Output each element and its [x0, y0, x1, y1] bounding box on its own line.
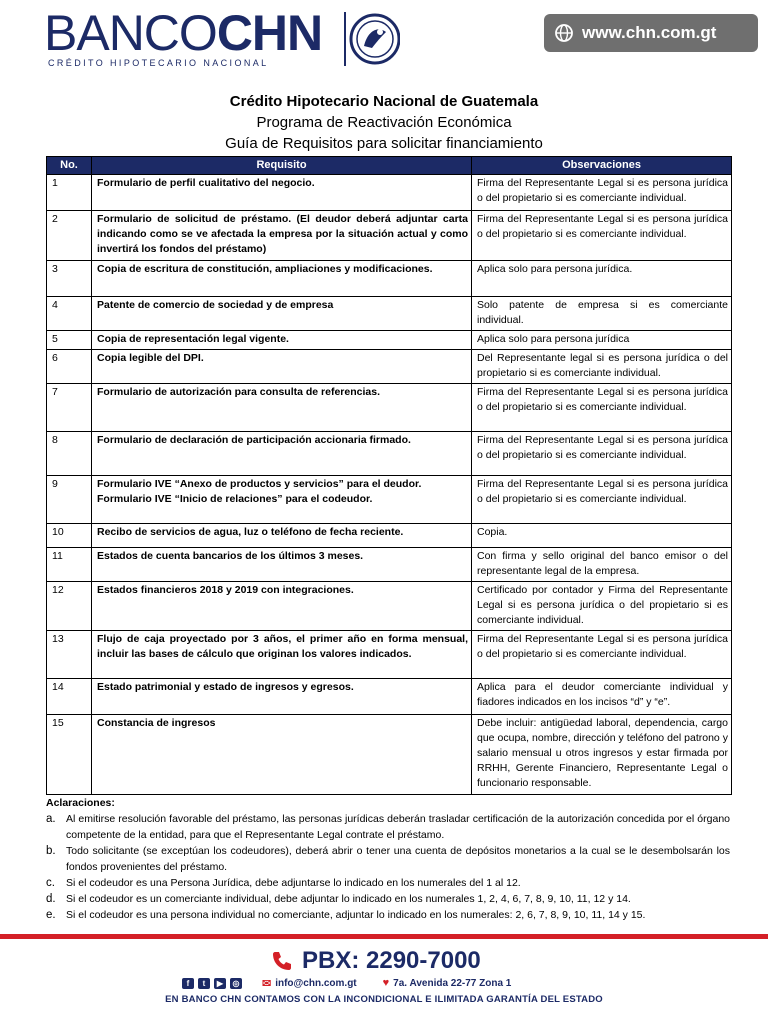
- pbx-number: PBX: 2290-7000: [302, 947, 481, 974]
- guide-name: Guía de Requisitos para solicitar financiamiento: [225, 135, 543, 152]
- clarification-item: [46, 875, 730, 891]
- table-row: [47, 211, 732, 261]
- table-row: [47, 175, 732, 211]
- youtube-icon[interactable]: ▶: [214, 978, 226, 989]
- state-guarantee-text: EN BANCO CHN CONTAMOS CON LA INCONDICIONAL E ILIMITADA GARANTÍA DEL ESTADO: [165, 994, 603, 1005]
- pbx-phone[interactable]: [270, 946, 481, 976]
- row-number: 8: [47, 432, 92, 476]
- row-requirement: Formulario de autorización para consulta de referencias.: [92, 384, 472, 432]
- table-row: [47, 350, 732, 384]
- row-observation: Aplica para el deudor comerciante individual y fiadores indicados en los incisos “d” y “e”.: [472, 679, 732, 715]
- requirement-line-debtor: Formulario IVE “Anexo de productos y servicios” para el deudor.: [97, 478, 422, 490]
- row-requirement: Estado patrimonial y estado de ingresos y egresos.: [92, 679, 472, 715]
- table-row: [47, 715, 732, 795]
- clarification-letter: b.: [46, 845, 56, 857]
- row-requirement: Patente de comercio de sociedad y de empresa: [92, 297, 472, 331]
- row-observation: Del Representante legal si es persona jurídica o del propietario si es comerciante individual.: [472, 350, 732, 384]
- row-requirement: Copia de escritura de constitución, ampliaciones y modificaciones.: [92, 261, 472, 297]
- row-observation: Copia.: [472, 524, 732, 548]
- requirement-line-codebtor: Formulario IVE “Inicio de relaciones” para el codeudor.: [97, 493, 373, 505]
- program-name: Programa de Reactivación Económica: [256, 114, 512, 131]
- clarification-letter: a.: [46, 813, 56, 825]
- table-row: [47, 631, 732, 679]
- bank-logo: [44, 6, 364, 70]
- row-observation: Aplica solo para persona jurídica.: [472, 261, 732, 297]
- header-requirement: Requisito: [92, 157, 472, 175]
- row-requirement: Copia de representación legal vigente.: [92, 331, 472, 350]
- logo-word-chn: CHN: [216, 5, 323, 61]
- row-number: 13: [47, 631, 92, 679]
- row-requirement: Copia legible del DPI.: [92, 350, 472, 384]
- row-number: 2: [47, 211, 92, 261]
- table-row: [47, 261, 732, 297]
- row-requirement: Formulario de solicitud de préstamo. (El deudor deberá adjuntar carta indicando como se ve afectada la empresa por la situación actual y como invertirá los fondos del préstamo): [92, 211, 472, 261]
- row-observation: Firma del Representante Legal si es persona jurídica o del propietario si es comerciante individual.: [472, 432, 732, 476]
- row-observation: Firma del Representante Legal si es persona jurídica o del propietario si es comerciante individual.: [472, 476, 732, 524]
- row-number: 11: [47, 548, 92, 582]
- row-number: 4: [47, 297, 92, 331]
- instagram-icon[interactable]: ◎: [230, 978, 242, 989]
- row-number: 10: [47, 524, 92, 548]
- header-observations: Observaciones: [472, 157, 732, 175]
- clarifications: [46, 795, 730, 923]
- social-links: [182, 978, 242, 989]
- logo-subtitle: CRÉDITO HIPOTECARIO NACIONAL: [48, 58, 269, 68]
- row-requirement: Flujo de caja proyectado por 3 años, el primer año en forma mensual, incluir las bases de cálculo que originan los valores indicados.: [92, 631, 472, 679]
- row-requirement: Estados financieros 2018 y 2019 con integraciones.: [92, 582, 472, 631]
- row-observation: Solo patente de empresa si es comerciante individual.: [472, 297, 732, 331]
- clarification-letter: c.: [46, 877, 55, 889]
- twitter-icon[interactable]: t: [198, 978, 210, 989]
- clarification-item: [46, 811, 730, 843]
- row-requirement: Formulario de declaración de participación accionaria firmado.: [92, 432, 472, 476]
- globe-icon: [554, 23, 574, 43]
- contact-email[interactable]: info@chn.com.gt: [275, 977, 357, 989]
- row-number: 5: [47, 331, 92, 350]
- clarification-letter: e.: [46, 909, 56, 921]
- footer-divider: [0, 934, 768, 939]
- email-icon: ✉: [262, 977, 272, 990]
- row-number: 9: [47, 476, 92, 524]
- clarification-item: [46, 843, 730, 875]
- phone-icon: [270, 949, 294, 973]
- logo-word-banco: BANCO: [44, 5, 217, 61]
- clarification-item: [46, 907, 730, 923]
- row-observation: Firma del Representante Legal si es persona jurídica o del propietario si es comerciante individual.: [472, 384, 732, 432]
- row-number: 7: [47, 384, 92, 432]
- table-row: [47, 548, 732, 582]
- row-number: 6: [47, 350, 92, 384]
- row-observation: Con firma y sello original del banco emisor o del representante legal de la empresa.: [472, 548, 732, 582]
- website-url: www.chn.com.gt: [582, 23, 717, 42]
- table-row: [47, 476, 732, 524]
- logo-wordmark: [44, 6, 322, 60]
- table-row: [47, 679, 732, 715]
- location-heart-icon: ♥: [382, 977, 390, 989]
- row-number: 14: [47, 679, 92, 715]
- table-row: [47, 297, 732, 331]
- clarification-text: Si el codeudor es una Persona Jurídica, debe adjuntarse lo indicado en los numerales del 1 al 12.: [66, 877, 521, 889]
- document-title: Crédito Hipotecario Nacional de Guatemala: [229, 93, 539, 110]
- table-row: [47, 331, 732, 350]
- row-observation: Certificado por contador y Firma del Representante Legal si es persona jurídica o del propietario si es comerciante individual.: [472, 582, 732, 631]
- row-requirement: [92, 476, 472, 524]
- row-number: 12: [47, 582, 92, 631]
- row-observation: Firma del Representante Legal si es persona jurídica o del propietario si es comerciante individual.: [472, 211, 732, 261]
- row-requirement: Constancia de ingresos: [92, 715, 472, 795]
- clarifications-heading: Aclaraciones:: [46, 797, 115, 809]
- clarification-text: Si el codeudor es una persona individual no comerciante, adjuntar lo indicado en los numerales: 2, 6, 7, 8, 9, 10, 11, 14 y 15.: [66, 909, 646, 921]
- contact-address: 7a. Avenida 22-77 Zona 1: [393, 977, 512, 989]
- table-row: [47, 384, 732, 432]
- clarification-text: Al emitirse resolución favorable del préstamo, las personas jurídicas deberán trasladar certificación de la autorización concedida por el órgano competente de la entidad, para que el Representante Legal contrate el préstamo.: [66, 813, 730, 841]
- table-header-row: [47, 157, 732, 175]
- clarification-text: Si el codeudor es un comerciante individual, debe adjuntar lo indicado en los numerales 1, 2, 4, 6, 7, 8, 9, 10, 11, 12 y 14.: [66, 893, 631, 905]
- header-no: No.: [47, 157, 92, 175]
- clarification-letter: d.: [46, 893, 56, 905]
- row-observation: Firma del Representante Legal si es persona jurídica o del propietario si es comerciante individual.: [472, 631, 732, 679]
- row-observation: Firma del Representante Legal si es persona jurídica o del propietario si es comerciante individual.: [472, 175, 732, 211]
- contact-strip: [182, 975, 511, 991]
- seal-icon: [342, 10, 400, 68]
- table-row: [47, 524, 732, 548]
- row-number: 1: [47, 175, 92, 211]
- table-row: [47, 432, 732, 476]
- row-observation: Debe incluir: antigüedad laboral, dependencia, cargo que ocupa, nombre, dirección y teléfono del patrono y salario mensual u otros ingresos y estar firmada por RRHH, Gerente Financiero, Representante Legal o funcionario responsable.: [472, 715, 732, 795]
- website-banner[interactable]: [544, 14, 758, 52]
- row-requirement: Estados de cuenta bancarios de los últimos 3 meses.: [92, 548, 472, 582]
- clarification-text: Todo solicitante (se exceptúan los codeudores), deberá abrir o tener una cuenta de depósitos monetarios a la cual se le desembolsarán los fondos provenientes del préstamo.: [66, 845, 730, 873]
- row-requirement: Recibo de servicios de agua, luz o teléfono de fecha reciente.: [92, 524, 472, 548]
- document-titles: [0, 91, 768, 154]
- facebook-icon[interactable]: f: [182, 978, 194, 989]
- row-number: 3: [47, 261, 92, 297]
- row-requirement: Formulario de perfil cualitativo del negocio.: [92, 175, 472, 211]
- clarification-item: [46, 891, 730, 907]
- requirements-table: [46, 156, 732, 795]
- table-row: [47, 582, 732, 631]
- row-number: 15: [47, 715, 92, 795]
- row-observation: Aplica solo para persona jurídica: [472, 331, 732, 350]
